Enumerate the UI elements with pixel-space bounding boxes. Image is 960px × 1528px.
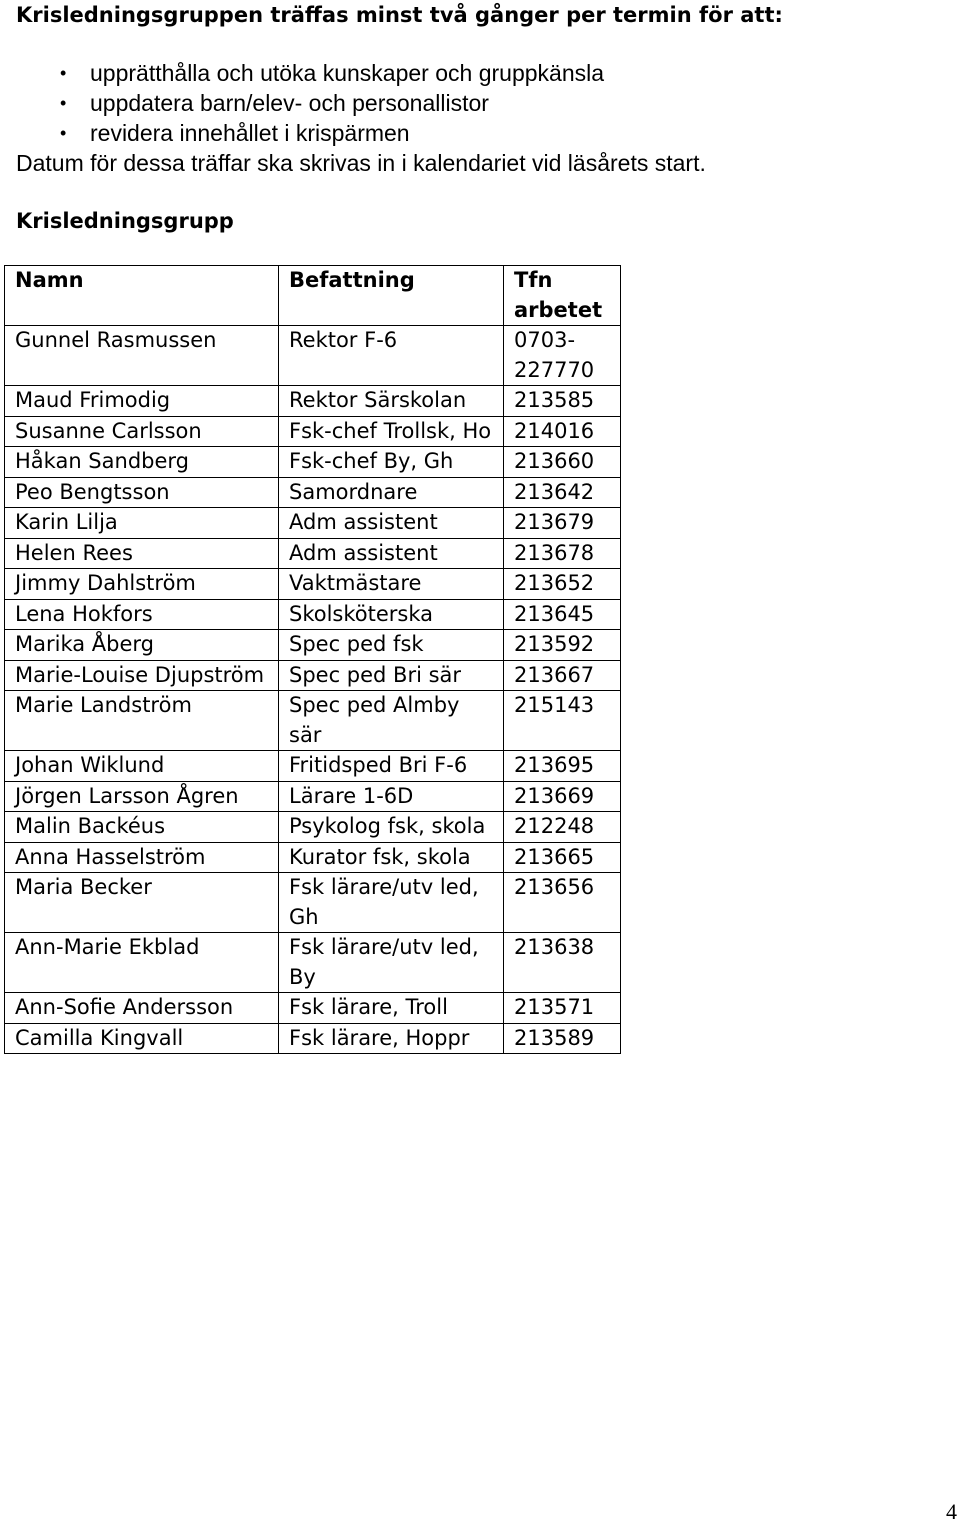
cell-phone: 213678 [504,538,621,569]
cell-position: Skolsköterska [279,599,504,630]
cell-phone: 213679 [504,508,621,539]
cell-phone: 213571 [504,993,621,1024]
cell-name: Marie Landström [5,691,279,751]
cell-position: Fsk-chef Trollsk, Ho [279,416,504,447]
cell-position: Samordnare [279,477,504,508]
column-header-position: Befattning [279,266,504,326]
cell-position: Rektor F-6 [279,326,504,386]
cell-position: Lärare 1-6D [279,781,504,812]
meeting-purpose-list [0,58,604,148]
cell-name: Lena Hokfors [5,599,279,630]
cell-phone: 214016 [504,416,621,447]
crisis-group-table [4,265,621,1054]
cell-phone: 213667 [504,660,621,691]
column-header-name: Namn [5,266,279,326]
cell-phone: 213645 [504,599,621,630]
cell-position: Vaktmästare [279,569,504,600]
cell-name: Maria Becker [5,873,279,933]
cell-position: Fsk lärare, Hoppr [279,1023,504,1054]
list-item-text: upprätthålla och utöka kunskaper och gruppkänsla [90,60,605,86]
table-row [5,569,621,600]
table-row [5,691,621,751]
cell-phone: 213592 [504,630,621,661]
cell-position: Adm assistent [279,508,504,539]
cell-phone: 213660 [504,447,621,478]
cell-phone: 212248 [504,812,621,843]
list-item [0,88,604,118]
table-row [5,599,621,630]
table-row [5,1023,621,1054]
bullet-icon: • [60,63,67,83]
cell-phone: 213638 [504,933,621,993]
table-row [5,660,621,691]
cell-name: Karin Lilja [5,508,279,539]
table-row [5,416,621,447]
table-row [5,386,621,417]
cell-name: Marie-Louise Djupström [5,660,279,691]
cell-name: Anna Hasselström [5,842,279,873]
cell-position: Rektor Särskolan [279,386,504,417]
list-item [0,118,604,148]
cell-name: Johan Wiklund [5,751,279,782]
cell-phone: 215143 [504,691,621,751]
cell-name: Håkan Sandberg [5,447,279,478]
intro-heading: Krisledningsgruppen träffas minst två gånger per termin för att: [16,3,783,27]
table-row [5,842,621,873]
cell-name: Camilla Kingvall [5,1023,279,1054]
cell-position: Psykolog fsk, skola [279,812,504,843]
table-row [5,508,621,539]
column-header-phone: Tfn arbetet [504,266,621,326]
cell-name: Gunnel Rasmussen [5,326,279,386]
cell-phone: 213656 [504,873,621,933]
cell-name: Malin Backéus [5,812,279,843]
cell-position: Adm assistent [279,538,504,569]
meeting-date-note: Datum för dessa träffar ska skrivas in i kalendariet vid läsårets start. [16,150,706,176]
table-row [5,751,621,782]
cell-name: Helen Rees [5,538,279,569]
cell-name: Jörgen Larsson Ågren [5,781,279,812]
cell-position: Spec ped fsk [279,630,504,661]
bullet-icon: • [60,93,67,113]
cell-name: Ann-Sofie Andersson [5,993,279,1024]
cell-position: Spec ped Almby sär [279,691,504,751]
cell-phone: 213695 [504,751,621,782]
table-row [5,873,621,933]
table-row [5,477,621,508]
cell-name: Maud Frimodig [5,386,279,417]
table-row [5,993,621,1024]
table-row [5,630,621,661]
page-number: 4 [946,1499,957,1524]
list-item [0,58,604,88]
cell-phone: 213665 [504,842,621,873]
cell-name: Jimmy Dahlström [5,569,279,600]
cell-phone: 213589 [504,1023,621,1054]
cell-position: Fritidsped Bri F-6 [279,751,504,782]
cell-phone: 213585 [504,386,621,417]
cell-name: Susanne Carlsson [5,416,279,447]
group-heading: Krisledningsgrupp [16,209,234,233]
table-row [5,812,621,843]
table-row [5,447,621,478]
cell-position: Fsk-chef By, Gh [279,447,504,478]
cell-name: Ann-Marie Ekblad [5,933,279,993]
table-body [5,326,621,1054]
cell-position: Kurator fsk, skola [279,842,504,873]
cell-name: Marika Åberg [5,630,279,661]
bullet-icon: • [60,123,67,143]
list-item-text: uppdatera barn/elev- och personallistor [90,90,489,116]
table-row [5,538,621,569]
cell-position: Fsk lärare/utv led, Gh [279,873,504,933]
cell-phone: 213652 [504,569,621,600]
table-row [5,781,621,812]
cell-phone: 0703-227770 [504,326,621,386]
cell-name: Peo Bengtsson [5,477,279,508]
table-header-row [5,266,621,326]
cell-position: Fsk lärare/utv led, By [279,933,504,993]
table-row [5,933,621,993]
cell-position: Fsk lärare, Troll [279,993,504,1024]
cell-phone: 213669 [504,781,621,812]
cell-phone: 213642 [504,477,621,508]
list-item-text: revidera innehållet i krispärmen [90,120,410,146]
cell-position: Spec ped Bri sär [279,660,504,691]
table-row [5,326,621,386]
